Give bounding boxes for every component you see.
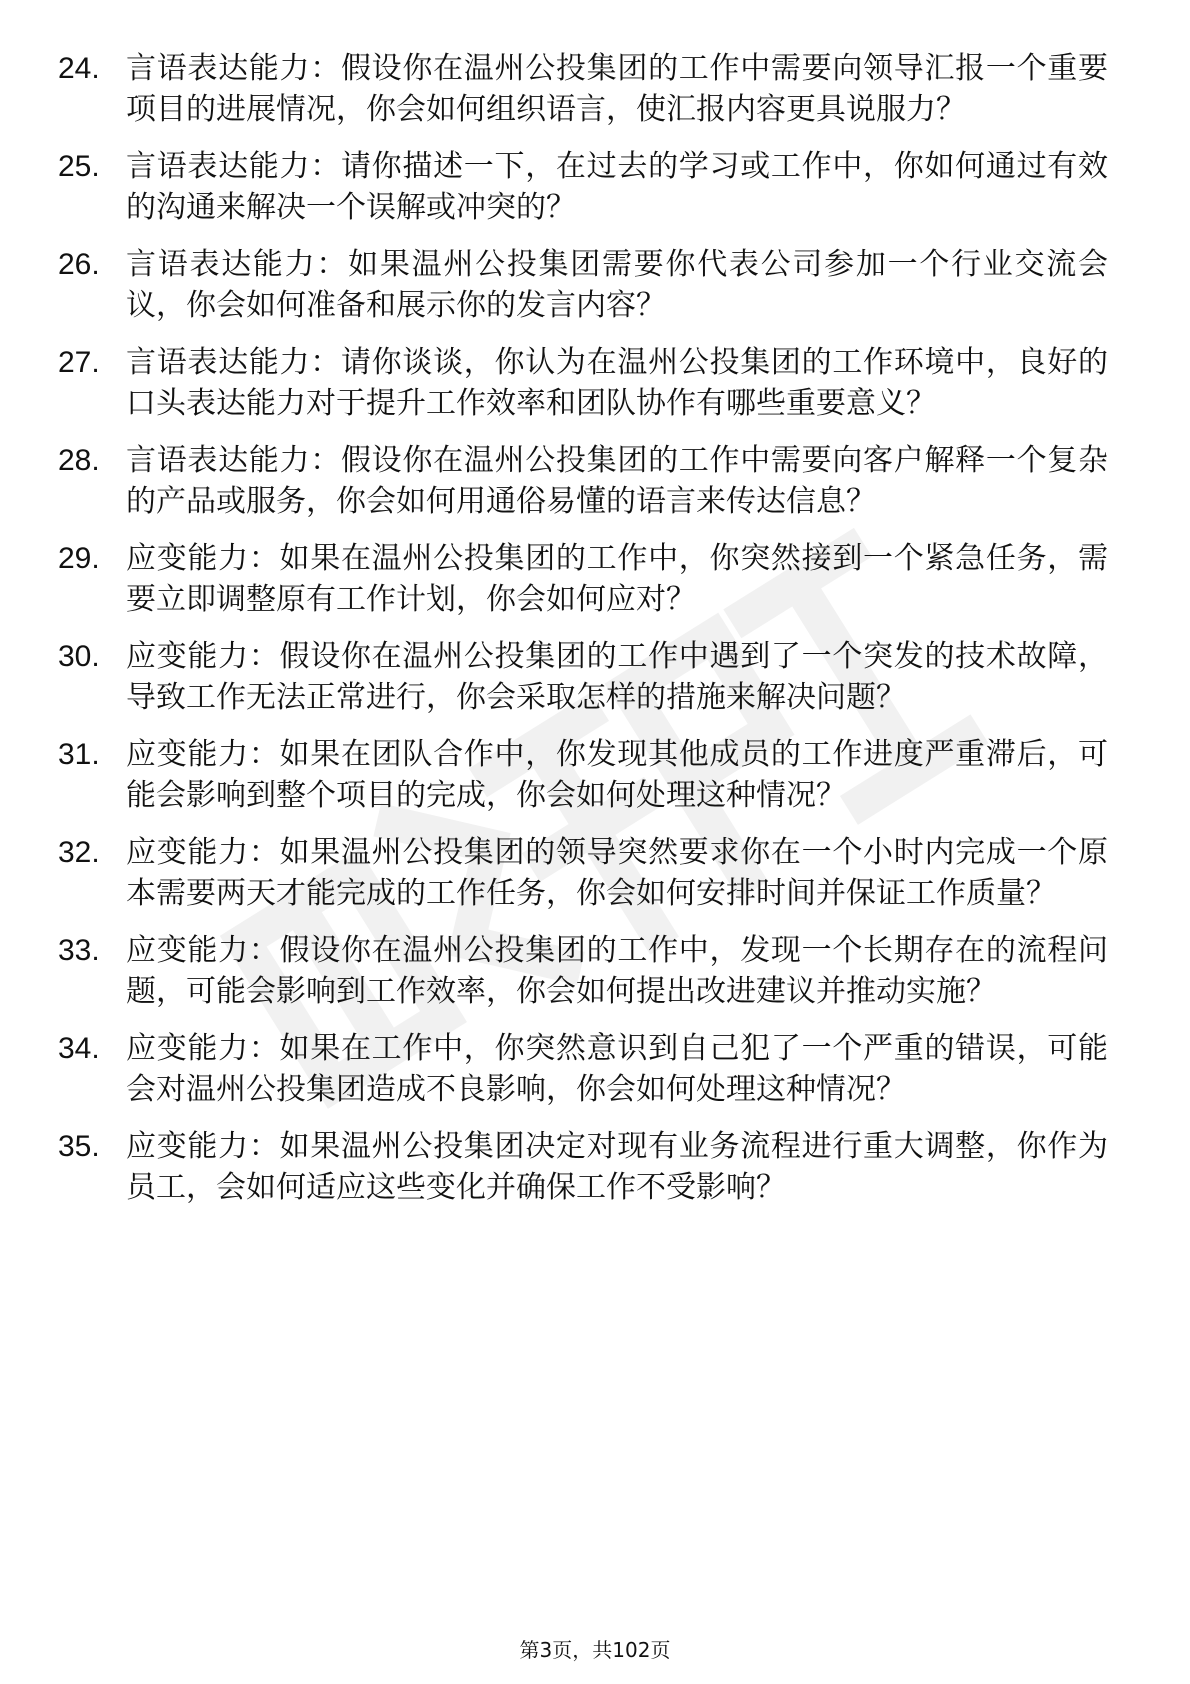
question-text: 应变能力：如果在工作中，你突然意识到自己犯了一个严重的错误，可能会对温州公投集团造成不良影响，你会如何处理这种情况？ (126, 1031, 1108, 1107)
question-number: 24. (58, 52, 100, 85)
question-text: 应变能力：如果在温州公投集团的工作中，你突然接到一个紧急任务，需要立即调整原有工作计划，你会如何应对？ (126, 541, 1108, 617)
question-item (58, 342, 1108, 424)
question-number: 26. (58, 248, 100, 281)
question-item (58, 1126, 1108, 1208)
question-number: 31. (58, 738, 100, 771)
question-item (58, 146, 1108, 228)
question-item (58, 636, 1108, 718)
question-item (58, 832, 1108, 914)
page-footer: 第3页，共102页 (519, 1638, 671, 1662)
question-text: 应变能力：如果在团队合作中，你发现其他成员的工作进度严重滞后，可能会影响到整个项目的完成，你会如何处理这种情况？ (126, 737, 1108, 813)
question-number: 30. (58, 640, 100, 673)
question-text: 应变能力：假设你在温州公投集团的工作中，发现一个长期存在的流程问题，可能会影响到工作效率，你会如何提出改进建议并推动实施？ (126, 933, 1108, 1009)
question-item (58, 48, 1108, 130)
question-item (58, 1028, 1108, 1110)
question-number: 35. (58, 1130, 100, 1163)
question-text: 言语表达能力：请你谈谈，你认为在温州公投集团的工作环境中，良好的口头表达能力对于提升工作效率和团队协作有哪些重要意义？ (126, 345, 1108, 421)
question-number: 27. (58, 346, 100, 379)
question-number: 33. (58, 934, 100, 967)
question-item (58, 930, 1108, 1012)
question-text: 应变能力：假设你在温州公投集团的工作中遇到了一个突发的技术故障，导致工作无法正常进行，你会采取怎样的措施来解决问题？ (126, 639, 1108, 715)
question-number: 32. (58, 836, 100, 869)
question-number: 34. (58, 1032, 100, 1065)
question-number: 25. (58, 150, 100, 183)
question-item (58, 244, 1108, 326)
question-text: 言语表达能力：假设你在温州公投集团的工作中需要向客户解释一个复杂的产品或服务，你会如何用通俗易懂的语言来传达信息？ (126, 443, 1108, 519)
question-number: 29. (58, 542, 100, 575)
question-item (58, 440, 1108, 522)
question-text: 言语表达能力：如果温州公投集团需要你代表公司参加一个行业交流会议，你会如何准备和展示你的发言内容？ (126, 247, 1108, 323)
question-text: 言语表达能力：假设你在温州公投集团的工作中需要向领导汇报一个重要项目的进展情况，你会如何组织语言，使汇报内容更具说服力？ (126, 51, 1108, 127)
question-number: 28. (58, 444, 100, 477)
question-item (58, 538, 1108, 620)
question-text: 应变能力：如果温州公投集团决定对现有业务流程进行重大调整，你作为员工，会如何适应这些变化并确保工作不受影响？ (126, 1129, 1108, 1205)
question-text: 言语表达能力：请你描述一下，在过去的学习或工作中，你如何通过有效的沟通来解决一个误解或冲突的？ (126, 149, 1108, 225)
question-item (58, 734, 1108, 816)
question-list (58, 48, 1108, 1224)
question-text: 应变能力：如果温州公投集团的领导突然要求你在一个小时内完成一个原本需要两天才能完成的工作任务，你会如何安排时间并保证工作质量？ (126, 835, 1108, 911)
